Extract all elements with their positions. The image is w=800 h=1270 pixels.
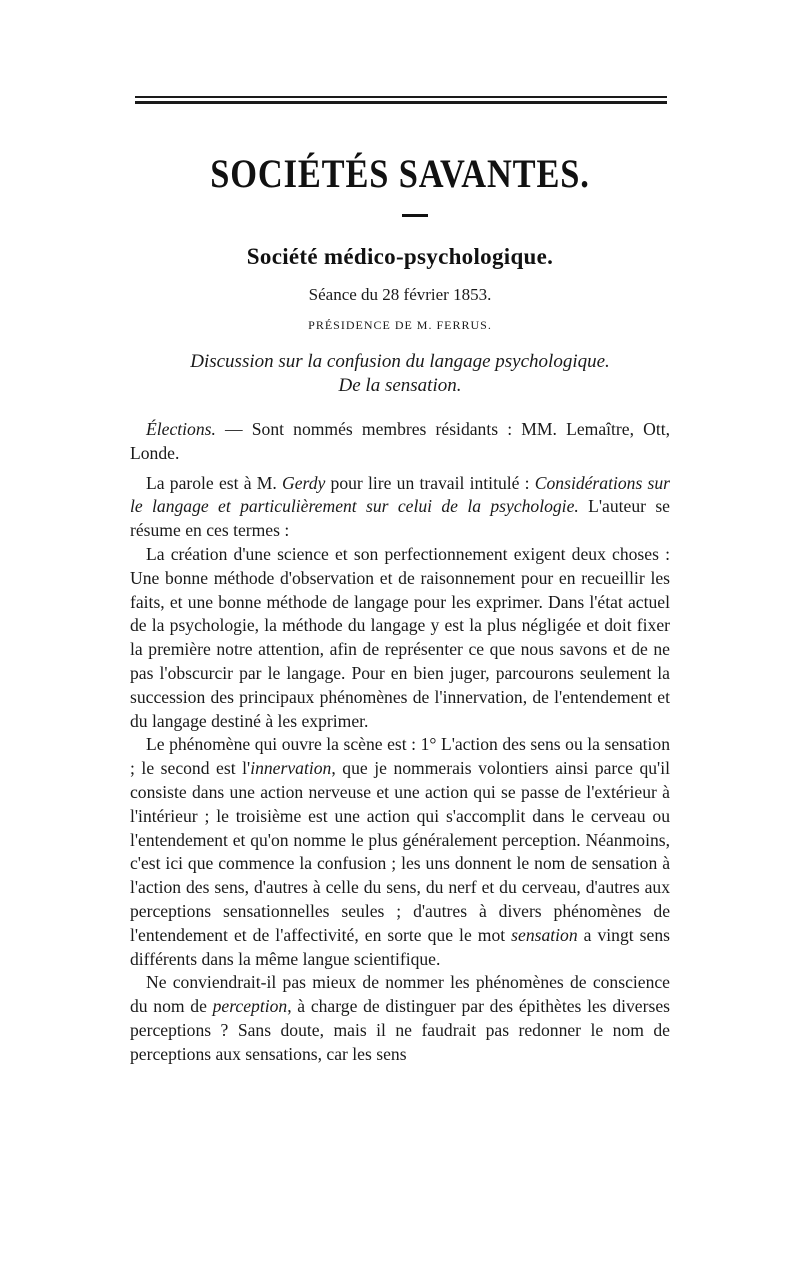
paragraph-perception xyxy=(130,971,670,1066)
section-title: SOCIÉTÉS SAVANTES. xyxy=(210,151,590,196)
society-heading: Société médico-psychologique. xyxy=(246,244,554,269)
work-title: Considérations sur le langage et particulièrement sur celui de la psychologie. xyxy=(130,472,670,517)
elections-label: Élections. xyxy=(146,419,216,439)
presidency-line: PRÉSIDENCE DE M. FERRUS. xyxy=(308,318,492,332)
paragraph-gerdy xyxy=(130,472,670,543)
p2-text-b: pour lire un travail intitulé : xyxy=(325,472,535,493)
header-rule-thin xyxy=(135,96,667,98)
author-name: Gerdy xyxy=(281,472,326,493)
p4-text-b: , que je nommerais volontiers ainsi parce qu'il consiste dans une action nerveuse et une action qui se passe de l'extérieur à l'intérieur ; le troisième est une action qui s'accomplit dans le cerveau ou l'entendement et qu'on nomme le plus généralement perception. Néanmoins, c'est ici que commence la confusion ; les uns donnent le nom de sensation à l'action des sens, d'autres à celle du sens, du nerf et du cerveau, d'autres aux perceptions sensationnelles seules ; d'autres à divers phénomènes de l'entendement et de l'affectivité, en sorte que le mot xyxy=(130,758,670,945)
paragraph-phenomene xyxy=(130,733,670,971)
p4-text-c: a vingt sens différents dans la même langue scientifique. xyxy=(130,924,670,969)
discussion-heading xyxy=(0,350,800,398)
term-perception: perception xyxy=(212,996,288,1017)
term-sensation: sensation xyxy=(511,924,578,945)
p2-text-c: L'auteur se résume en ces termes : xyxy=(130,496,670,541)
term-innervation: innervation xyxy=(250,758,332,779)
p4-text-a: Le phénomène qui ouvre la scène est : 1° L'action des sens ou la sensation ; le second est l' xyxy=(130,734,670,779)
p2-text-a: La parole est à M. xyxy=(146,472,282,493)
p5-text-b: , à charge de distinguer par des épithètes les diverses perceptions ? Sans doute, mais il ne faudrait pas redonner le nom de perceptions aux sensations, car les sens xyxy=(130,996,670,1064)
p5-text-a: Ne conviendrait-il pas mieux de nommer les phénomènes de conscience du nom de xyxy=(130,972,670,1017)
title-divider xyxy=(402,214,428,217)
paragraph-elections xyxy=(130,418,670,466)
header-rule-thick xyxy=(135,101,667,104)
article-body xyxy=(130,418,670,1067)
paragraph-creation: La création d'une science et son perfectionnement exigent deux choses : Une bonne méthode d'observation et de raisonnement pour en recueillir les faits, et une bonne méthode de langage pour les exprimer. Dans l'état actuel de la psychologie, la méthode du langage y est la plus négligée et doit fixer la première notre attention, afin de représenter ce que nous savons et de ne pas l'obscurcir par le langage. Pour en bien juger, parcourons seulement la succession des principaux phénomènes de l'innervation, de l'entendement et du langage destiné à les exprimer. xyxy=(130,543,670,731)
discussion-line-1: Discussion sur la confusion du langage psychologique. xyxy=(190,351,610,372)
session-date: Séance du 28 février 1853. xyxy=(308,285,492,304)
discussion-line-2: De la sensation. xyxy=(338,375,462,396)
elections-text: — Sont nommés membres résidants : MM. Lemaître, Ott, Londe. xyxy=(130,419,670,463)
